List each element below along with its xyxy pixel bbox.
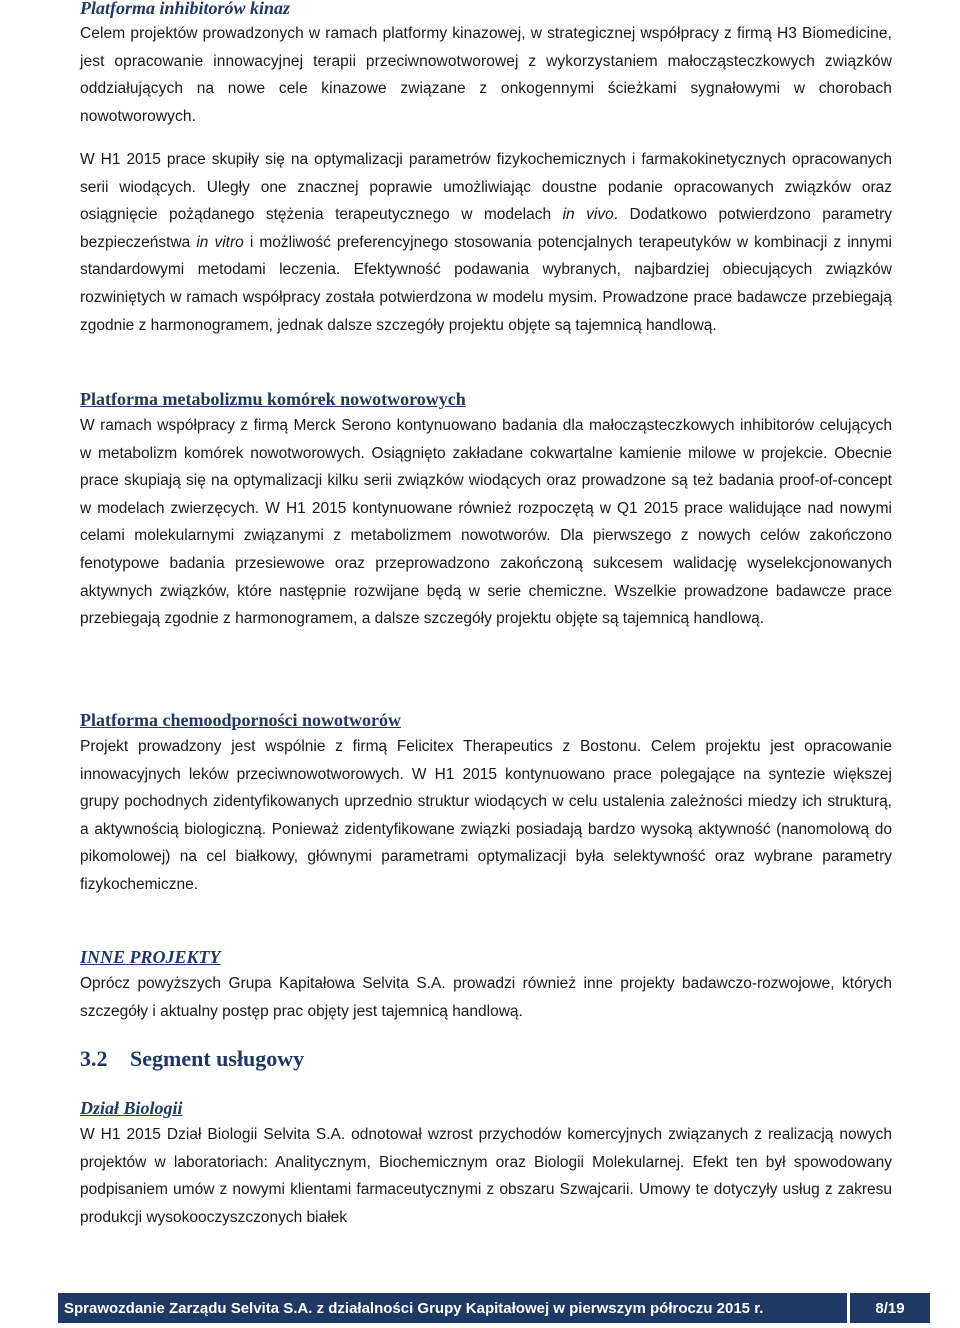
footer-report-title: Sprawozdanie Zarządu Selvita S.A. z działalności Grupy Kapitałowej w pierwszym półroczu 2015 r. — [64, 1299, 764, 1317]
biology-section-title: Dział Biologii — [80, 1098, 183, 1118]
kinase-paragraph-2: W H1 2015 prace skupiły się na optymalizacji parametrów fizykochemicznych i farmakokinetycznych opracowanych serii wiodących. Uległy one znacznej poprawie umożliwiając doustne podanie opracowanych związków oraz osiągnięcie pożądanego stężenia terapeutycznego w modelach in vivo. Dodatkowo potwierdzono parametry bezpieczeństwa in vitro i możliwość preferencyjnego stosowania potencjalnych terapeutyków w kombinacji z innymi standardowymi metodami leczenia. Efektywność podawania wybranych, najbardziej obiecujących związków rozwiniętych w ramach współpracy została potwierdzona w modelu mysim. Prowadzone prace badawcze przebiegają zgodnie z harmonogramem, jednak dalsze szczegóły projektu objęte są tajemnicą handlową. — [80, 151, 892, 334]
metabolism-section-title: Platforma metabolizmu komórek nowotworowych — [80, 389, 466, 409]
other-projects-title: INNE PROJEKTY — [80, 947, 221, 967]
section-title: Segment usługowy — [130, 1046, 305, 1071]
page-number: 8/19 — [875, 1299, 905, 1317]
kinase-section-title: Platforma inhibitorów kinaz — [80, 0, 291, 18]
chemoresistance-section-title: Platforma chemoodporności nowotworów — [80, 710, 401, 730]
kinase-paragraph-1: Celem projektów prowadzonych w ramach platformy kinazowej, w strategicznej współpracy z firmą H3 Biomedicine, jest opracowanie innowacyjnej terapii przeciwnowotworowej z wykorzystaniem małocząsteczkowych związków oddziałujących na nowe cele kinazowe związane z onkogennymi ścieżkami sygnałowymi w chorobach nowotworowych. — [80, 25, 892, 125]
services-section-heading — [80, 1045, 892, 1073]
other-projects-paragraph: Oprócz powyższych Grupa Kapitałowa Selvita S.A. prowadzi również inne projekty badawczo-rozwojowe, których szczegóły i aktualny postęp prac objęty jest tajemnicą handlową. — [80, 975, 892, 1020]
biology-paragraph: W H1 2015 Dział Biologii Selvita S.A. odnotował wzrost przychodów komercyjnych związanych z realizacją nowych projektów w laboratoriach: Analitycznym, Biochemicznym oraz Biologii Molekularnej. Efekt ten był spowodowany podpisaniem umów z nowymi klientami farmaceutycznymi z obszaru Szwajcarii. Umowy te dotyczyły usług z zakresu produkcji wysokooczyszczonych białek — [80, 1126, 892, 1226]
page-footer — [58, 1293, 930, 1323]
chemoresistance-paragraph: Projekt prowadzony jest wspólnie z firmą Felicitex Therapeutics z Bostonu. Celem projektu jest opracowanie innowacyjnych leków przeciwnowotworowych. W H1 2015 kontynuowano prace polegające na syntezie większej grupy pochodnych zidentyfikowanych uprzednio struktur wiodących w celu ustalenia zależności miedzy ich strukturą, a aktywnością biologiczną. Ponieważ zidentyfikowane związki posiadają bardzo wysoką aktywność (nanomolową do pikomolowej) na cel białkowy, głównymi parametrami optymalizacji była selektywność oraz wybrane parametry fizykochemiczne. — [80, 738, 892, 893]
section-number: 3.2 — [80, 1046, 108, 1071]
metabolism-paragraph: W ramach współpracy z firmą Merck Serono kontynuowano badania dla małocząsteczkowych inhibitorów celujących w metabolizm komórek nowotworowych. Osiągnięto zakładane cokwartalne kamienie milowe w projekcie. Obecnie prace skupiają się na optymalizacji kilku serii związków wiodących oraz prowadzone są też badania proof-of-concept w modelach zwierzęcych. W H1 2015 kontynuowane również rozpoczętą w Q1 2015 prace walidujące nad nowymi celami molekularnymi związanymi z metabolizmem nowotworów. Dla pierwszego z nowych celów zakończono fenotypowe badania przesiewowe oraz przeprowadzono zakończoną sukcesem walidację wyselekcjonowanych aktywnych związków, które następnie rozwijane będą w serie chemiczne. Wszelkie prowadzone badawcze prace przebiegają zgodnie z harmonogramem, a dalsze szczegóły projektu objęte są tajemnicą handlową. — [80, 417, 892, 628]
